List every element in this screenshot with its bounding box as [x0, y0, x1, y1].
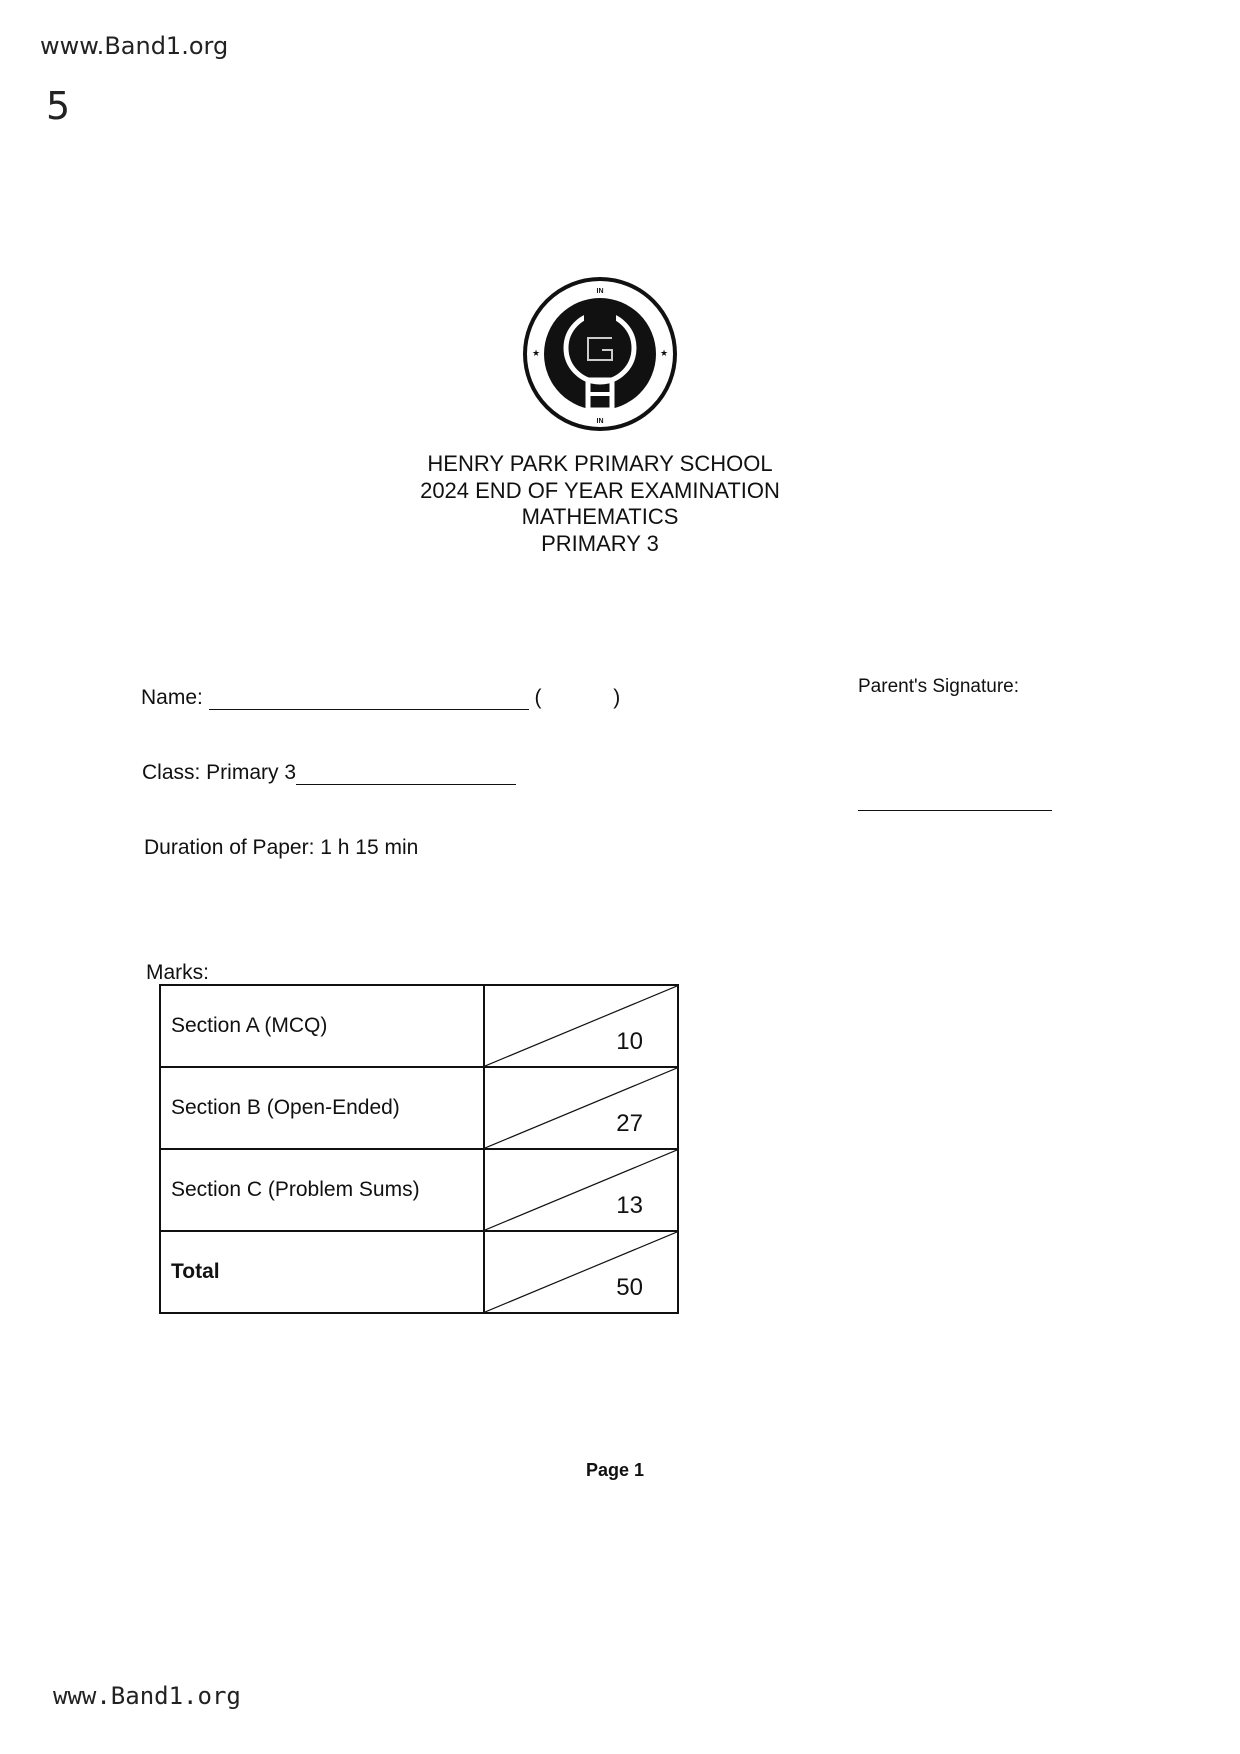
- page-number: Page 1: [586, 1460, 645, 1480]
- section-total: 10: [616, 1028, 643, 1055]
- exam-header: [300, 451, 900, 557]
- subject: MATHEMATICS: [521, 504, 679, 529]
- section-total: 13: [616, 1192, 643, 1219]
- section-label: Section A (MCQ): [160, 985, 484, 1067]
- page-marker: 5: [46, 84, 71, 128]
- section-label: Section B (Open-Ended): [160, 1067, 484, 1149]
- table-row: [160, 1149, 678, 1231]
- school-crest-logo: [522, 276, 678, 432]
- table-row: [160, 1067, 678, 1149]
- svg-text:★: ★: [660, 348, 669, 358]
- marks-cell: [484, 1231, 678, 1313]
- watermark-top: www.Band1.org: [40, 32, 229, 60]
- class-row: [142, 761, 516, 785]
- marks-cell: [484, 1149, 678, 1231]
- exam-name: 2024 END OF YEAR EXAMINATION: [420, 477, 780, 503]
- close-paren: ): [613, 686, 621, 709]
- level: PRIMARY 3: [541, 530, 659, 556]
- school-name: HENRY PARK PRIMARY SCHOOL: [427, 451, 773, 476]
- class-label: Class: Primary 3: [142, 761, 297, 784]
- section-label: Section C (Problem Sums): [160, 1149, 484, 1231]
- marks-label: Marks:: [146, 961, 209, 984]
- marks-cell: [484, 1067, 678, 1149]
- open-paren: (: [534, 686, 542, 709]
- section-total: 27: [616, 1110, 643, 1137]
- name-label: Name:: [141, 686, 203, 709]
- marks-table: [159, 984, 679, 1314]
- table-row: [160, 985, 678, 1067]
- section-label: Total: [160, 1231, 484, 1313]
- watermark-bottom: www.Band1.org: [53, 1682, 241, 1710]
- section-total: 50: [616, 1274, 643, 1301]
- name-field[interactable]: [209, 689, 529, 710]
- svg-text:IN: IN: [596, 418, 604, 425]
- svg-text:IN: IN: [596, 288, 604, 295]
- duration: Duration of Paper: 1 h 15 min: [144, 836, 419, 859]
- table-row: [160, 1231, 678, 1313]
- class-field[interactable]: [296, 764, 516, 785]
- svg-text:★: ★: [532, 348, 541, 358]
- parent-signature-label: Parent's Signature:: [858, 676, 1019, 697]
- parent-signature-line[interactable]: [858, 810, 1052, 811]
- name-row: [141, 686, 620, 710]
- marks-cell: [484, 985, 678, 1067]
